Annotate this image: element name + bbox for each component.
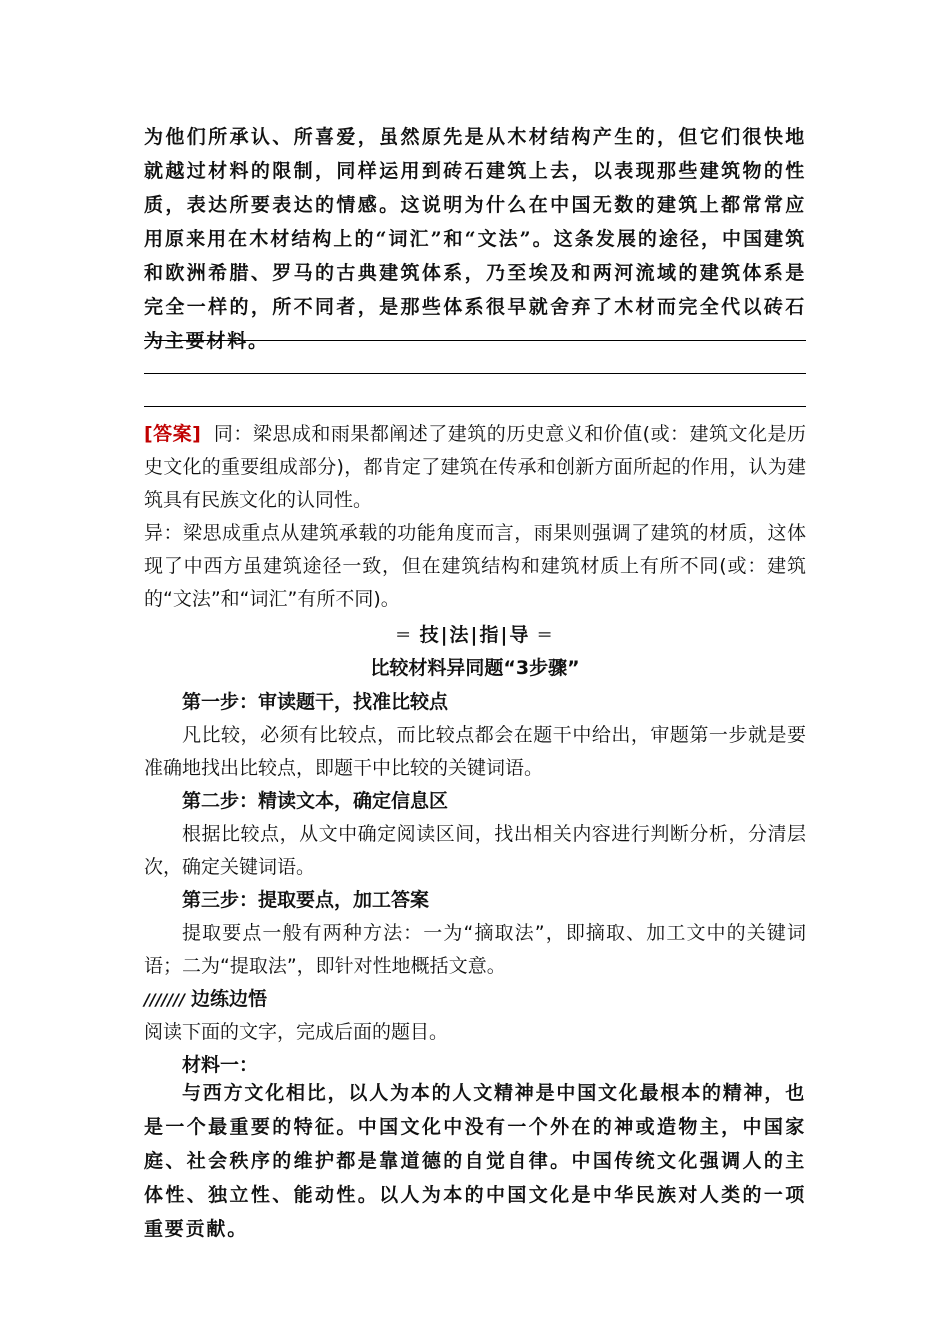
step3-title: 第三步：提取要点，加工答案	[182, 889, 430, 911]
answer-line-2	[144, 373, 806, 374]
answer-tag: [答案]	[144, 423, 201, 445]
deco-right-icon: ═	[539, 624, 553, 646]
answer-same	[144, 418, 806, 517]
guide-steps	[144, 686, 806, 1082]
step1-title: 第一步：审读题干，找准比较点	[182, 691, 449, 713]
guide-heading: 比较材料异同题“3步骤”	[370, 657, 580, 679]
deco-left-icon: ═	[397, 624, 411, 646]
step3-text: 提取要点一般有两种方法：一为“摘取法”，即摘取、加工文中的关键词语；二为“提取法”，即针对性地概括文意。	[144, 922, 806, 977]
section-title-text: 技|法|指|导	[419, 624, 531, 646]
passage-top: 为他们所承认、所喜爱，虽然原先是从木材结构产生的，但它们很快地就越过材料的限制，同样运用到砖石建筑上去，以表现那些建筑物的性质，表达所要表达的情感。这说明为什么在中国无数的建筑上都常常应用原来用在木材结构上的“词汇”和“文法”。这条发展的途径，中国建筑和欧洲希腊、罗马的古典建筑体系，乃至埃及和两河流域的建筑体系是完全一样的，所不同者，是那些体系很早就舍弃了木材而完全代以砖石为主要材料。	[144, 126, 806, 352]
practice-label-text: 边练边悟	[190, 988, 267, 1010]
answer-same-text: 同：梁思成和雨果都阐述了建筑的历史意义和价值(或：建筑文化是历史文化的重要组成部分)，都肯定了建筑在传承和创新方面所起的作用，认为建筑具有民族文化的认同性。	[144, 423, 806, 511]
practice-instruction: 阅读下面的文字，完成后面的题目。	[144, 1021, 449, 1043]
answer-block	[144, 418, 806, 616]
section-title	[144, 618, 806, 652]
material-text: 与西方文化相比，以人为本的人文精神是中国文化最根本的精神，也是一个最重要的特征。中国文化中没有一个外在的神或造物主，中国家庭、社会秩序的维护都是靠道德的自觉自律。中国传统文化强调人的主体性、独立性、能动性。以人为本的中国文化是中华民族对人类的一项重要贡献。	[144, 1082, 807, 1240]
step2-title: 第二步：精读文本，确定信息区	[182, 790, 449, 812]
step1-text: 凡比较，必须有比较点，而比较点都会在题干中给出，审题第一步就是要准确地找出比较点，即题干中比较的关键词语。	[144, 724, 806, 779]
practice-marks: ///////	[144, 990, 185, 1009]
material-title: 材料一：	[182, 1054, 259, 1076]
answer-diff: 异：梁思成重点从建筑承载的功能角度而言，雨果则强调了建筑的材质，这体现了中西方虽建筑途径一致，但在建筑结构和建筑材质上有所不同(或：建筑的“文法”和“词汇”有所不同)。	[144, 522, 806, 610]
answer-line-1	[144, 340, 806, 341]
answer-line-3	[144, 406, 806, 407]
practice-label	[144, 983, 806, 1016]
step2-text: 根据比较点，从文中确定阅读区间，找出相关内容进行判断分析，分清层次，确定关键词语。	[144, 823, 806, 878]
